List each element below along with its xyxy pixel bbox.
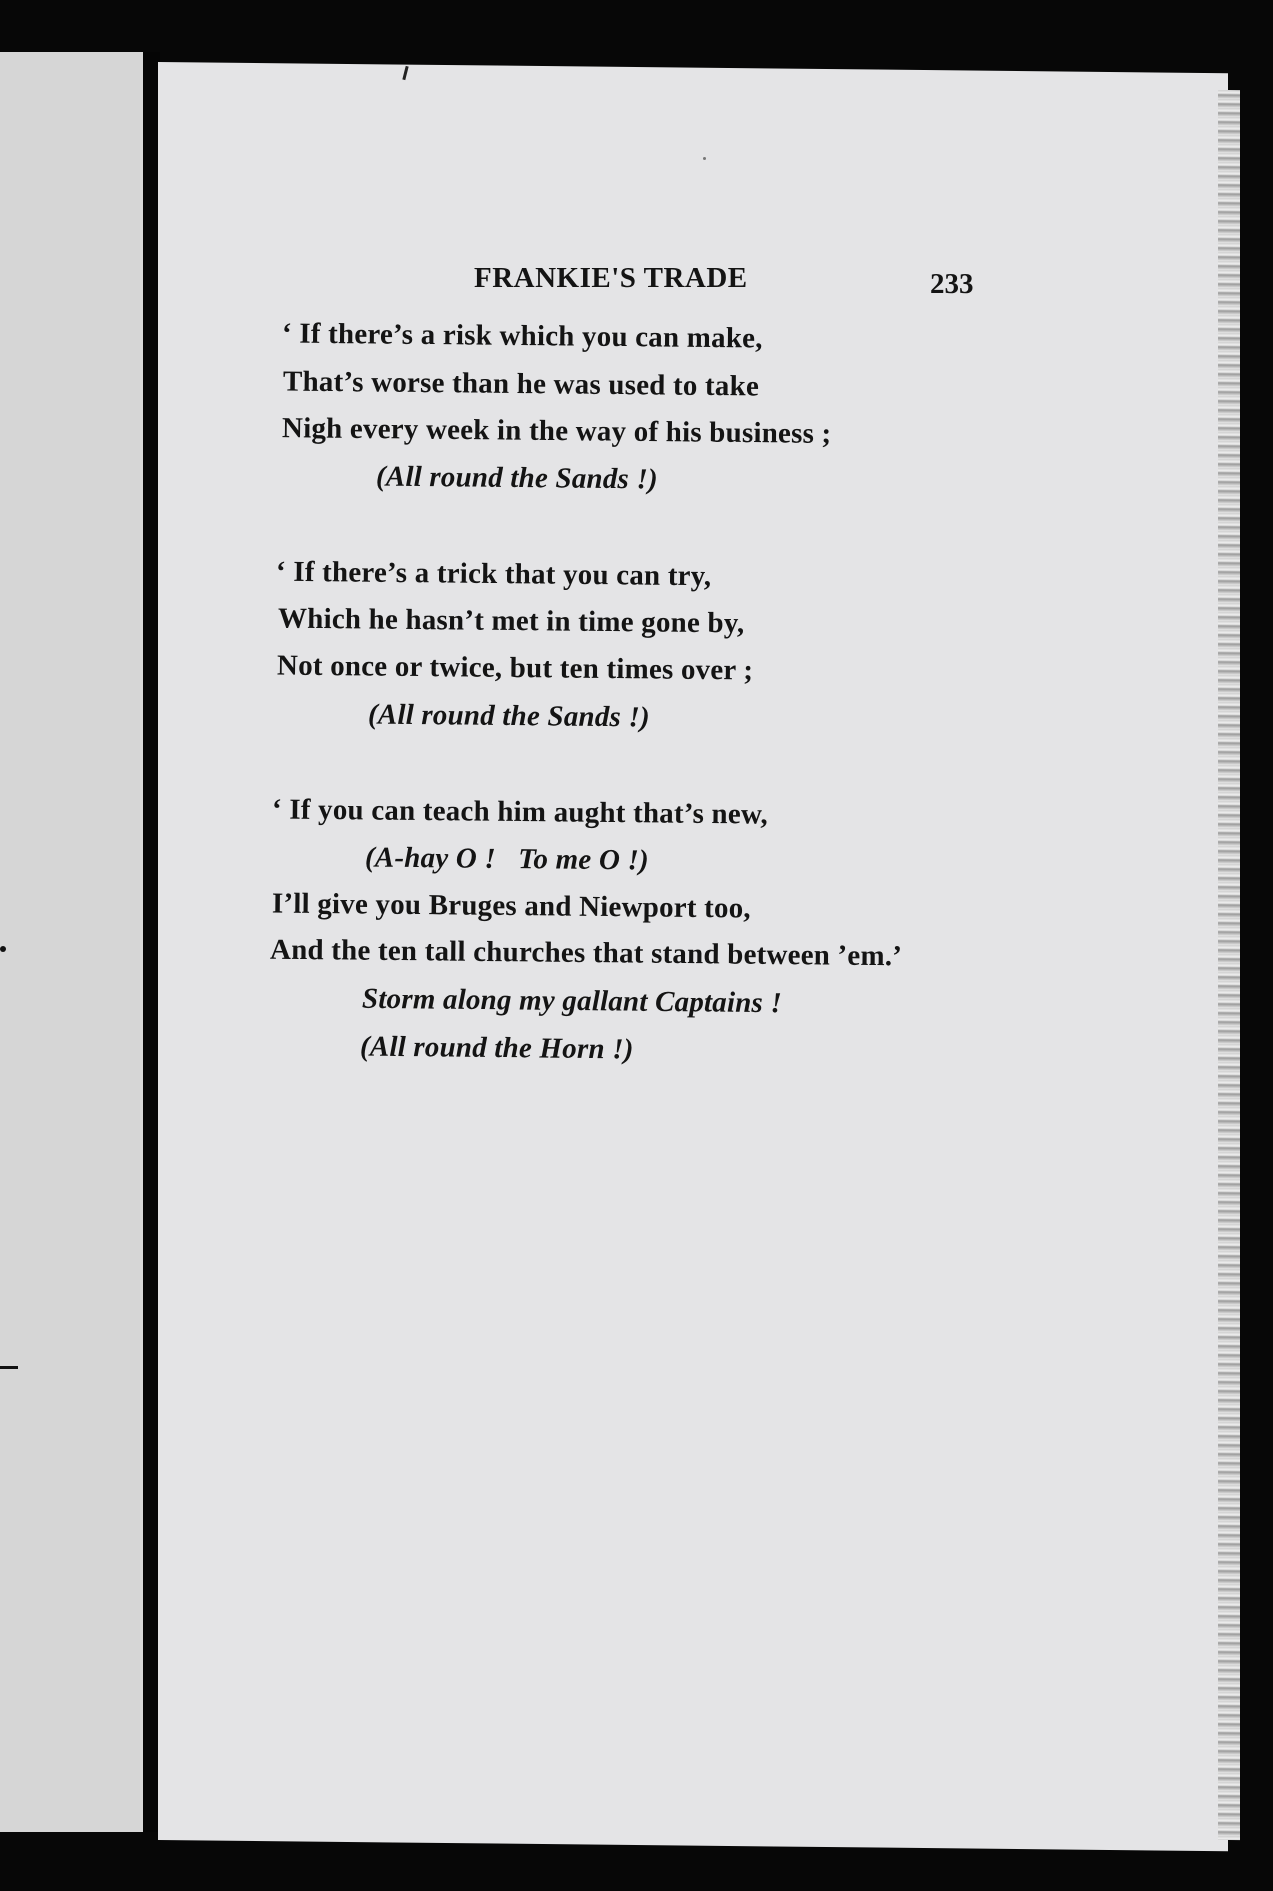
verse-line: Not once or twice, but ten times over ; xyxy=(276,649,754,687)
refrain-line: (All round the Sands !) xyxy=(375,460,658,496)
verse-line: ‘ If you can teach him aught that’s new, xyxy=(271,793,769,831)
page-number: 233 xyxy=(930,268,974,300)
running-title: FRANKIE'S TRADE xyxy=(474,262,748,294)
verse-line: Which he hasn’t met in time gone by, xyxy=(277,602,745,640)
refrain-line: (A-hay O ! To me O !) xyxy=(364,841,650,877)
verse-line: Nigh every week in the way of his business ; xyxy=(281,412,832,450)
refrain-line: (All round the Sands !) xyxy=(367,698,650,734)
verse-line: I’ll give you Bruges and Niewport too, xyxy=(271,887,752,925)
margin-mark-dot xyxy=(0,946,6,952)
verse-line: And the ten tall churches that stand between ’em.’ xyxy=(269,933,903,973)
facing-page-fragment xyxy=(0,52,143,1832)
page-edges xyxy=(1218,90,1240,1840)
refrain-line: Storm along my gallant Captains ! xyxy=(361,982,783,1020)
refrain-line: (All round the Horn !) xyxy=(359,1030,634,1066)
verse-line: ‘ If there’s a risk which you can make, xyxy=(281,317,763,355)
margin-mark-dash xyxy=(0,1366,18,1369)
verse-line: That’s worse than he was used to take xyxy=(282,365,760,403)
verse-line: ‘ If there’s a trick that you can try, xyxy=(275,555,712,593)
paper-speck xyxy=(703,157,706,160)
